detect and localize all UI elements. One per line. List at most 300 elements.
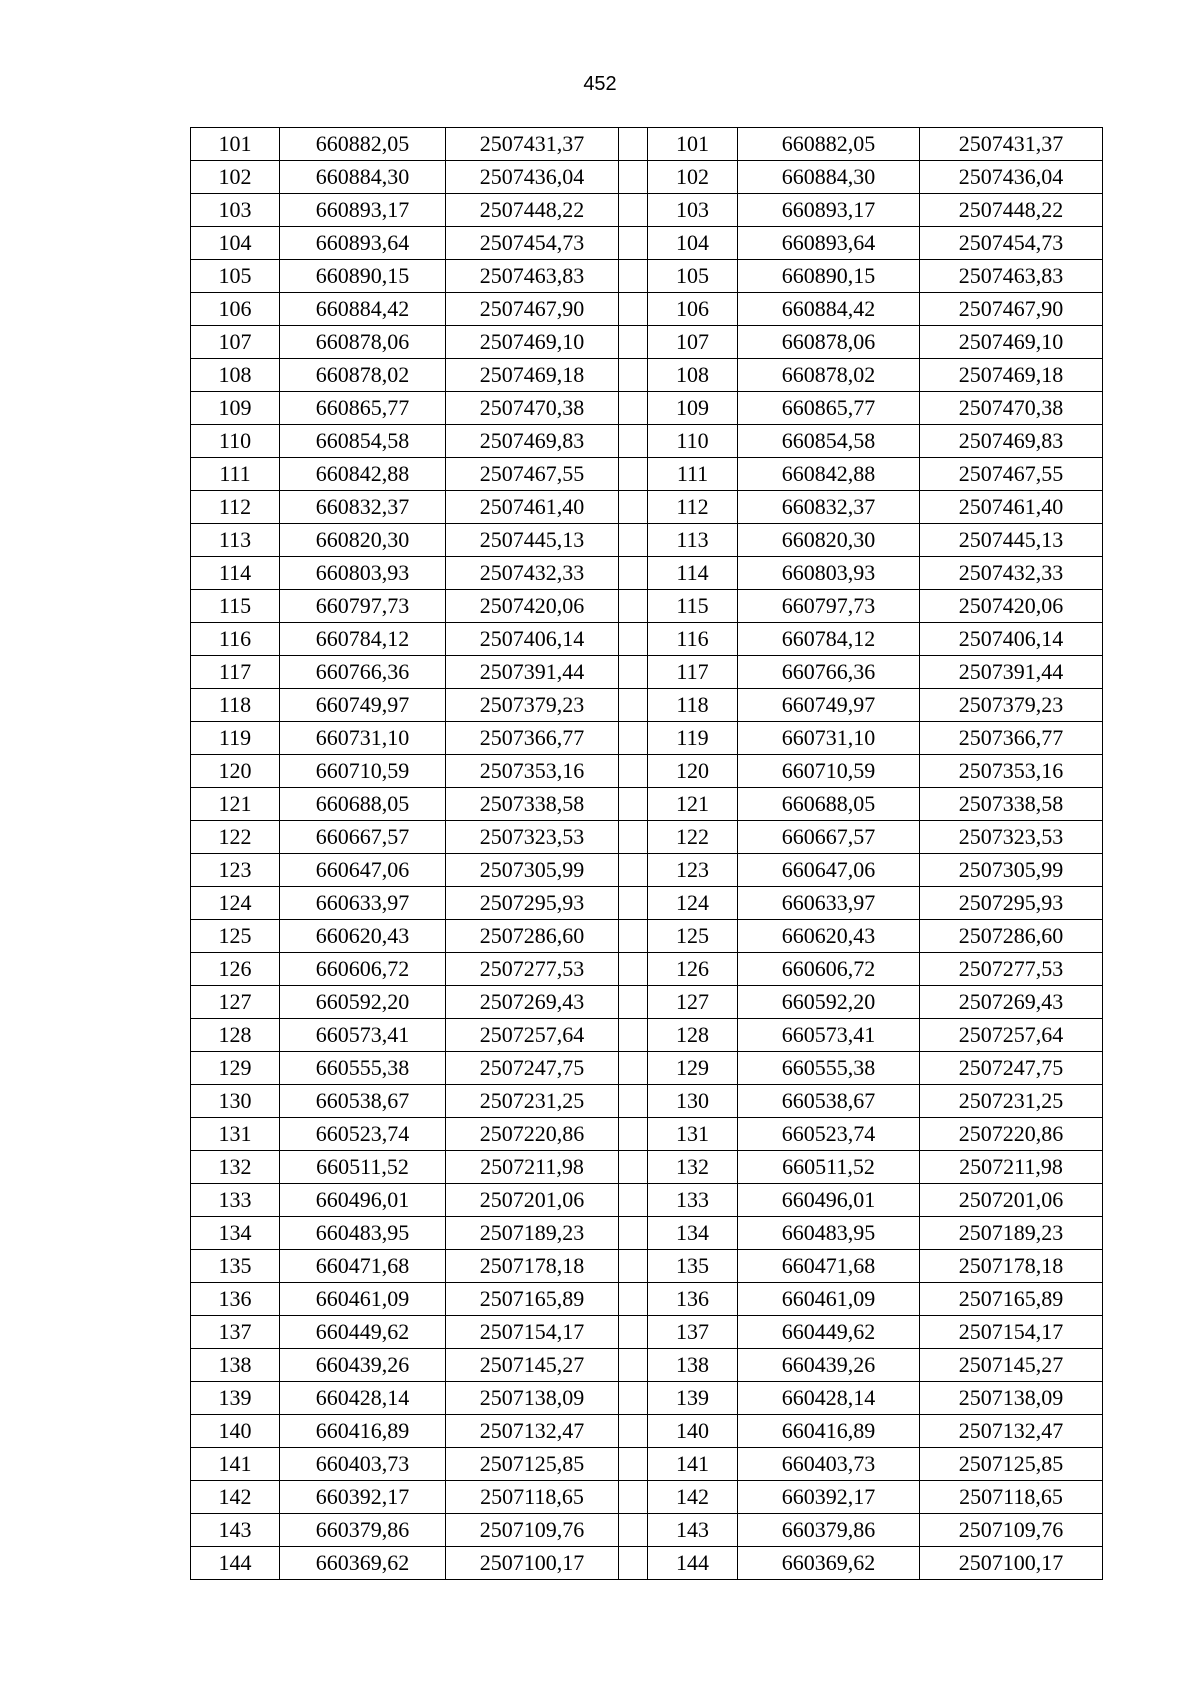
point-number-right: 121 xyxy=(648,788,738,821)
table-row xyxy=(191,1514,1103,1547)
point-number-right: 128 xyxy=(648,1019,738,1052)
separator-cell xyxy=(619,1547,648,1580)
x-coordinate-right: 660893,64 xyxy=(738,227,920,260)
point-number-left: 115 xyxy=(191,590,280,623)
y-coordinate-left: 2507353,16 xyxy=(446,755,619,788)
point-number-right: 139 xyxy=(648,1382,738,1415)
y-coordinate-left: 2507463,83 xyxy=(446,260,619,293)
point-number-right: 122 xyxy=(648,821,738,854)
table-row xyxy=(191,1382,1103,1415)
y-coordinate-right: 2507432,33 xyxy=(920,557,1103,590)
point-number-left: 118 xyxy=(191,689,280,722)
x-coordinate-left: 660461,09 xyxy=(280,1283,446,1316)
point-number-left: 109 xyxy=(191,392,280,425)
table-row xyxy=(191,1184,1103,1217)
separator-cell xyxy=(619,1184,648,1217)
x-coordinate-left: 660647,06 xyxy=(280,854,446,887)
separator-cell xyxy=(619,557,648,590)
x-coordinate-left: 660766,36 xyxy=(280,656,446,689)
x-coordinate-left: 660854,58 xyxy=(280,425,446,458)
separator-cell xyxy=(619,359,648,392)
separator-cell xyxy=(619,293,648,326)
y-coordinate-right: 2507461,40 xyxy=(920,491,1103,524)
y-coordinate-left: 2507257,64 xyxy=(446,1019,619,1052)
x-coordinate-left: 660416,89 xyxy=(280,1415,446,1448)
separator-cell xyxy=(619,458,648,491)
y-coordinate-right: 2507109,76 xyxy=(920,1514,1103,1547)
x-coordinate-right: 660731,10 xyxy=(738,722,920,755)
point-number-left: 114 xyxy=(191,557,280,590)
x-coordinate-left: 660832,37 xyxy=(280,491,446,524)
table-row xyxy=(191,1118,1103,1151)
y-coordinate-left: 2507295,93 xyxy=(446,887,619,920)
y-coordinate-right: 2507277,53 xyxy=(920,953,1103,986)
table-row xyxy=(191,128,1103,161)
y-coordinate-left: 2507118,65 xyxy=(446,1481,619,1514)
y-coordinate-right: 2507436,04 xyxy=(920,161,1103,194)
point-number-left: 143 xyxy=(191,1514,280,1547)
y-coordinate-right: 2507154,17 xyxy=(920,1316,1103,1349)
point-number-right: 129 xyxy=(648,1052,738,1085)
y-coordinate-left: 2507125,85 xyxy=(446,1448,619,1481)
point-number-right: 112 xyxy=(648,491,738,524)
point-number-left: 138 xyxy=(191,1349,280,1382)
x-coordinate-left: 660688,05 xyxy=(280,788,446,821)
point-number-right: 116 xyxy=(648,623,738,656)
point-number-left: 122 xyxy=(191,821,280,854)
table-row xyxy=(191,1448,1103,1481)
table-row xyxy=(191,986,1103,1019)
x-coordinate-right: 660606,72 xyxy=(738,953,920,986)
y-coordinate-right: 2507138,09 xyxy=(920,1382,1103,1415)
y-coordinate-left: 2507100,17 xyxy=(446,1547,619,1580)
y-coordinate-right: 2507379,23 xyxy=(920,689,1103,722)
x-coordinate-left: 660893,17 xyxy=(280,194,446,227)
point-number-right: 109 xyxy=(648,392,738,425)
point-number-left: 108 xyxy=(191,359,280,392)
x-coordinate-left: 660555,38 xyxy=(280,1052,446,1085)
point-number-right: 135 xyxy=(648,1250,738,1283)
separator-cell xyxy=(619,194,648,227)
y-coordinate-right: 2507445,13 xyxy=(920,524,1103,557)
separator-cell xyxy=(619,392,648,425)
x-coordinate-right: 660369,62 xyxy=(738,1547,920,1580)
table-row xyxy=(191,887,1103,920)
x-coordinate-left: 660369,62 xyxy=(280,1547,446,1580)
y-coordinate-left: 2507469,10 xyxy=(446,326,619,359)
x-coordinate-right: 660749,97 xyxy=(738,689,920,722)
point-number-left: 142 xyxy=(191,1481,280,1514)
y-coordinate-right: 2507366,77 xyxy=(920,722,1103,755)
y-coordinate-right: 2507145,27 xyxy=(920,1349,1103,1382)
y-coordinate-left: 2507379,23 xyxy=(446,689,619,722)
y-coordinate-left: 2507220,86 xyxy=(446,1118,619,1151)
y-coordinate-right: 2507125,85 xyxy=(920,1448,1103,1481)
table-row xyxy=(191,1283,1103,1316)
x-coordinate-right: 660882,05 xyxy=(738,128,920,161)
y-coordinate-right: 2507189,23 xyxy=(920,1217,1103,1250)
x-coordinate-left: 660511,52 xyxy=(280,1151,446,1184)
x-coordinate-left: 660865,77 xyxy=(280,392,446,425)
point-number-right: 134 xyxy=(648,1217,738,1250)
point-number-right: 103 xyxy=(648,194,738,227)
point-number-left: 113 xyxy=(191,524,280,557)
y-coordinate-right: 2507469,10 xyxy=(920,326,1103,359)
point-number-left: 111 xyxy=(191,458,280,491)
y-coordinate-right: 2507231,25 xyxy=(920,1085,1103,1118)
separator-cell xyxy=(619,854,648,887)
point-number-left: 106 xyxy=(191,293,280,326)
point-number-right: 110 xyxy=(648,425,738,458)
x-coordinate-left: 660538,67 xyxy=(280,1085,446,1118)
x-coordinate-right: 660878,02 xyxy=(738,359,920,392)
x-coordinate-left: 660749,97 xyxy=(280,689,446,722)
x-coordinate-left: 660379,86 xyxy=(280,1514,446,1547)
y-coordinate-right: 2507269,43 xyxy=(920,986,1103,1019)
y-coordinate-left: 2507165,89 xyxy=(446,1283,619,1316)
y-coordinate-left: 2507338,58 xyxy=(446,788,619,821)
separator-cell xyxy=(619,524,648,557)
table-row xyxy=(191,1085,1103,1118)
x-coordinate-right: 660461,09 xyxy=(738,1283,920,1316)
separator-cell xyxy=(619,1085,648,1118)
x-coordinate-right: 660392,17 xyxy=(738,1481,920,1514)
separator-cell xyxy=(619,689,648,722)
y-coordinate-right: 2507118,65 xyxy=(920,1481,1103,1514)
x-coordinate-right: 660854,58 xyxy=(738,425,920,458)
x-coordinate-left: 660496,01 xyxy=(280,1184,446,1217)
x-coordinate-right: 660471,68 xyxy=(738,1250,920,1283)
point-number-left: 123 xyxy=(191,854,280,887)
x-coordinate-left: 660471,68 xyxy=(280,1250,446,1283)
separator-cell xyxy=(619,326,648,359)
y-coordinate-left: 2507189,23 xyxy=(446,1217,619,1250)
point-number-left: 102 xyxy=(191,161,280,194)
separator-cell xyxy=(619,1118,648,1151)
separator-cell xyxy=(619,1481,648,1514)
y-coordinate-right: 2507406,14 xyxy=(920,623,1103,656)
separator-cell xyxy=(619,986,648,1019)
x-coordinate-left: 660893,64 xyxy=(280,227,446,260)
y-coordinate-right: 2507353,16 xyxy=(920,755,1103,788)
x-coordinate-right: 660573,41 xyxy=(738,1019,920,1052)
point-number-right: 126 xyxy=(648,953,738,986)
separator-cell xyxy=(619,161,648,194)
table-row xyxy=(191,491,1103,524)
y-coordinate-right: 2507132,47 xyxy=(920,1415,1103,1448)
x-coordinate-right: 660878,06 xyxy=(738,326,920,359)
y-coordinate-right: 2507323,53 xyxy=(920,821,1103,854)
y-coordinate-right: 2507467,90 xyxy=(920,293,1103,326)
page-number: 452 xyxy=(583,73,617,95)
x-coordinate-left: 660882,05 xyxy=(280,128,446,161)
x-coordinate-right: 660523,74 xyxy=(738,1118,920,1151)
separator-cell xyxy=(619,227,648,260)
table-row xyxy=(191,821,1103,854)
table-row xyxy=(191,293,1103,326)
x-coordinate-right: 660890,15 xyxy=(738,260,920,293)
table-row xyxy=(191,953,1103,986)
point-number-right: 144 xyxy=(648,1547,738,1580)
x-coordinate-left: 660483,95 xyxy=(280,1217,446,1250)
table-row xyxy=(191,722,1103,755)
y-coordinate-left: 2507211,98 xyxy=(446,1151,619,1184)
y-coordinate-right: 2507463,83 xyxy=(920,260,1103,293)
y-coordinate-right: 2507420,06 xyxy=(920,590,1103,623)
x-coordinate-right: 660710,59 xyxy=(738,755,920,788)
separator-cell xyxy=(619,1019,648,1052)
x-coordinate-right: 660416,89 xyxy=(738,1415,920,1448)
x-coordinate-left: 660606,72 xyxy=(280,953,446,986)
x-coordinate-right: 660555,38 xyxy=(738,1052,920,1085)
separator-cell xyxy=(619,1415,648,1448)
y-coordinate-right: 2507100,17 xyxy=(920,1547,1103,1580)
separator-cell xyxy=(619,1151,648,1184)
x-coordinate-right: 660428,14 xyxy=(738,1382,920,1415)
separator-cell xyxy=(619,821,648,854)
x-coordinate-left: 660620,43 xyxy=(280,920,446,953)
y-coordinate-right: 2507286,60 xyxy=(920,920,1103,953)
x-coordinate-right: 660688,05 xyxy=(738,788,920,821)
table-row xyxy=(191,359,1103,392)
point-number-right: 101 xyxy=(648,128,738,161)
y-coordinate-right: 2507211,98 xyxy=(920,1151,1103,1184)
y-coordinate-left: 2507470,38 xyxy=(446,392,619,425)
separator-cell xyxy=(619,128,648,161)
separator-cell xyxy=(619,722,648,755)
point-number-right: 136 xyxy=(648,1283,738,1316)
separator-cell xyxy=(619,1250,648,1283)
x-coordinate-left: 660890,15 xyxy=(280,260,446,293)
x-coordinate-left: 660731,10 xyxy=(280,722,446,755)
point-number-right: 119 xyxy=(648,722,738,755)
separator-cell xyxy=(619,1217,648,1250)
table-row xyxy=(191,524,1103,557)
table-row xyxy=(191,1415,1103,1448)
y-coordinate-left: 2507454,73 xyxy=(446,227,619,260)
y-coordinate-right: 2507448,22 xyxy=(920,194,1103,227)
x-coordinate-right: 660893,17 xyxy=(738,194,920,227)
separator-cell xyxy=(619,1349,648,1382)
x-coordinate-left: 660878,02 xyxy=(280,359,446,392)
x-coordinate-left: 660710,59 xyxy=(280,755,446,788)
y-coordinate-left: 2507469,18 xyxy=(446,359,619,392)
y-coordinate-left: 2507178,18 xyxy=(446,1250,619,1283)
x-coordinate-left: 660428,14 xyxy=(280,1382,446,1415)
table-row xyxy=(191,161,1103,194)
point-number-right: 133 xyxy=(648,1184,738,1217)
y-coordinate-left: 2507145,27 xyxy=(446,1349,619,1382)
y-coordinate-right: 2507470,38 xyxy=(920,392,1103,425)
x-coordinate-left: 660784,12 xyxy=(280,623,446,656)
x-coordinate-left: 660667,57 xyxy=(280,821,446,854)
point-number-right: 123 xyxy=(648,854,738,887)
point-number-left: 105 xyxy=(191,260,280,293)
point-number-left: 110 xyxy=(191,425,280,458)
separator-cell xyxy=(619,953,648,986)
separator-cell xyxy=(619,425,648,458)
x-coordinate-right: 660620,43 xyxy=(738,920,920,953)
x-coordinate-right: 660592,20 xyxy=(738,986,920,1019)
table-row xyxy=(191,1349,1103,1382)
x-coordinate-left: 660449,62 xyxy=(280,1316,446,1349)
separator-cell xyxy=(619,590,648,623)
y-coordinate-right: 2507469,18 xyxy=(920,359,1103,392)
separator-cell xyxy=(619,656,648,689)
x-coordinate-right: 660842,88 xyxy=(738,458,920,491)
point-number-left: 112 xyxy=(191,491,280,524)
point-number-left: 140 xyxy=(191,1415,280,1448)
y-coordinate-left: 2507323,53 xyxy=(446,821,619,854)
point-number-left: 127 xyxy=(191,986,280,1019)
table-row xyxy=(191,755,1103,788)
x-coordinate-left: 660523,74 xyxy=(280,1118,446,1151)
point-number-right: 107 xyxy=(648,326,738,359)
point-number-left: 124 xyxy=(191,887,280,920)
separator-cell xyxy=(619,491,648,524)
point-number-left: 121 xyxy=(191,788,280,821)
y-coordinate-left: 2507366,77 xyxy=(446,722,619,755)
x-coordinate-right: 660832,37 xyxy=(738,491,920,524)
point-number-left: 131 xyxy=(191,1118,280,1151)
table-row xyxy=(191,689,1103,722)
x-coordinate-right: 660820,30 xyxy=(738,524,920,557)
x-coordinate-right: 660449,62 xyxy=(738,1316,920,1349)
separator-cell xyxy=(619,920,648,953)
x-coordinate-left: 660878,06 xyxy=(280,326,446,359)
separator-cell xyxy=(619,1448,648,1481)
x-coordinate-left: 660803,93 xyxy=(280,557,446,590)
separator-cell xyxy=(619,260,648,293)
point-number-right: 125 xyxy=(648,920,738,953)
table-row xyxy=(191,227,1103,260)
y-coordinate-left: 2507448,22 xyxy=(446,194,619,227)
point-number-right: 113 xyxy=(648,524,738,557)
point-number-left: 117 xyxy=(191,656,280,689)
y-coordinate-left: 2507406,14 xyxy=(446,623,619,656)
x-coordinate-left: 660439,26 xyxy=(280,1349,446,1382)
table-row xyxy=(191,458,1103,491)
y-coordinate-left: 2507467,90 xyxy=(446,293,619,326)
table-row xyxy=(191,326,1103,359)
y-coordinate-left: 2507132,47 xyxy=(446,1415,619,1448)
table-row xyxy=(191,194,1103,227)
point-number-left: 129 xyxy=(191,1052,280,1085)
separator-cell xyxy=(619,1514,648,1547)
table-row xyxy=(191,788,1103,821)
y-coordinate-left: 2507231,25 xyxy=(446,1085,619,1118)
point-number-left: 103 xyxy=(191,194,280,227)
point-number-right: 132 xyxy=(648,1151,738,1184)
x-coordinate-right: 660797,73 xyxy=(738,590,920,623)
y-coordinate-right: 2507338,58 xyxy=(920,788,1103,821)
point-number-left: 126 xyxy=(191,953,280,986)
table-row xyxy=(191,656,1103,689)
y-coordinate-left: 2507109,76 xyxy=(446,1514,619,1547)
x-coordinate-left: 660884,42 xyxy=(280,293,446,326)
point-number-left: 104 xyxy=(191,227,280,260)
separator-cell xyxy=(619,1052,648,1085)
coordinates-table-body xyxy=(191,128,1103,1580)
x-coordinate-right: 660483,95 xyxy=(738,1217,920,1250)
y-coordinate-right: 2507431,37 xyxy=(920,128,1103,161)
x-coordinate-left: 660842,88 xyxy=(280,458,446,491)
point-number-right: 137 xyxy=(648,1316,738,1349)
point-number-left: 134 xyxy=(191,1217,280,1250)
y-coordinate-right: 2507220,86 xyxy=(920,1118,1103,1151)
y-coordinate-right: 2507469,83 xyxy=(920,425,1103,458)
y-coordinate-left: 2507445,13 xyxy=(446,524,619,557)
point-number-left: 125 xyxy=(191,920,280,953)
point-number-right: 115 xyxy=(648,590,738,623)
table-row xyxy=(191,260,1103,293)
point-number-left: 132 xyxy=(191,1151,280,1184)
x-coordinate-right: 660439,26 xyxy=(738,1349,920,1382)
point-number-right: 130 xyxy=(648,1085,738,1118)
table-row xyxy=(191,1547,1103,1580)
separator-cell xyxy=(619,1382,648,1415)
y-coordinate-right: 2507247,75 xyxy=(920,1052,1103,1085)
y-coordinate-left: 2507436,04 xyxy=(446,161,619,194)
x-coordinate-right: 660784,12 xyxy=(738,623,920,656)
y-coordinate-left: 2507286,60 xyxy=(446,920,619,953)
point-number-left: 130 xyxy=(191,1085,280,1118)
point-number-left: 139 xyxy=(191,1382,280,1415)
y-coordinate-left: 2507201,06 xyxy=(446,1184,619,1217)
x-coordinate-left: 660592,20 xyxy=(280,986,446,1019)
y-coordinate-left: 2507391,44 xyxy=(446,656,619,689)
separator-cell xyxy=(619,755,648,788)
point-number-left: 136 xyxy=(191,1283,280,1316)
table-row xyxy=(191,1481,1103,1514)
table-row xyxy=(191,623,1103,656)
point-number-right: 105 xyxy=(648,260,738,293)
x-coordinate-right: 660667,57 xyxy=(738,821,920,854)
y-coordinate-right: 2507165,89 xyxy=(920,1283,1103,1316)
separator-cell xyxy=(619,623,648,656)
table-row xyxy=(191,1019,1103,1052)
point-number-right: 118 xyxy=(648,689,738,722)
point-number-right: 140 xyxy=(648,1415,738,1448)
point-number-right: 106 xyxy=(648,293,738,326)
table-row xyxy=(191,920,1103,953)
table-row xyxy=(191,557,1103,590)
y-coordinate-right: 2507178,18 xyxy=(920,1250,1103,1283)
point-number-left: 128 xyxy=(191,1019,280,1052)
point-number-left: 120 xyxy=(191,755,280,788)
y-coordinate-right: 2507305,99 xyxy=(920,854,1103,887)
point-number-right: 127 xyxy=(648,986,738,1019)
x-coordinate-right: 660884,42 xyxy=(738,293,920,326)
table-row xyxy=(191,1151,1103,1184)
point-number-right: 102 xyxy=(648,161,738,194)
table-row xyxy=(191,1250,1103,1283)
x-coordinate-right: 660511,52 xyxy=(738,1151,920,1184)
coordinates-table xyxy=(190,127,1103,1580)
x-coordinate-right: 660884,30 xyxy=(738,161,920,194)
y-coordinate-left: 2507138,09 xyxy=(446,1382,619,1415)
point-number-left: 119 xyxy=(191,722,280,755)
table-row xyxy=(191,854,1103,887)
point-number-left: 133 xyxy=(191,1184,280,1217)
point-number-right: 104 xyxy=(648,227,738,260)
y-coordinate-right: 2507295,93 xyxy=(920,887,1103,920)
point-number-right: 138 xyxy=(648,1349,738,1382)
table-row xyxy=(191,425,1103,458)
point-number-left: 101 xyxy=(191,128,280,161)
x-coordinate-right: 660538,67 xyxy=(738,1085,920,1118)
x-coordinate-left: 660403,73 xyxy=(280,1448,446,1481)
